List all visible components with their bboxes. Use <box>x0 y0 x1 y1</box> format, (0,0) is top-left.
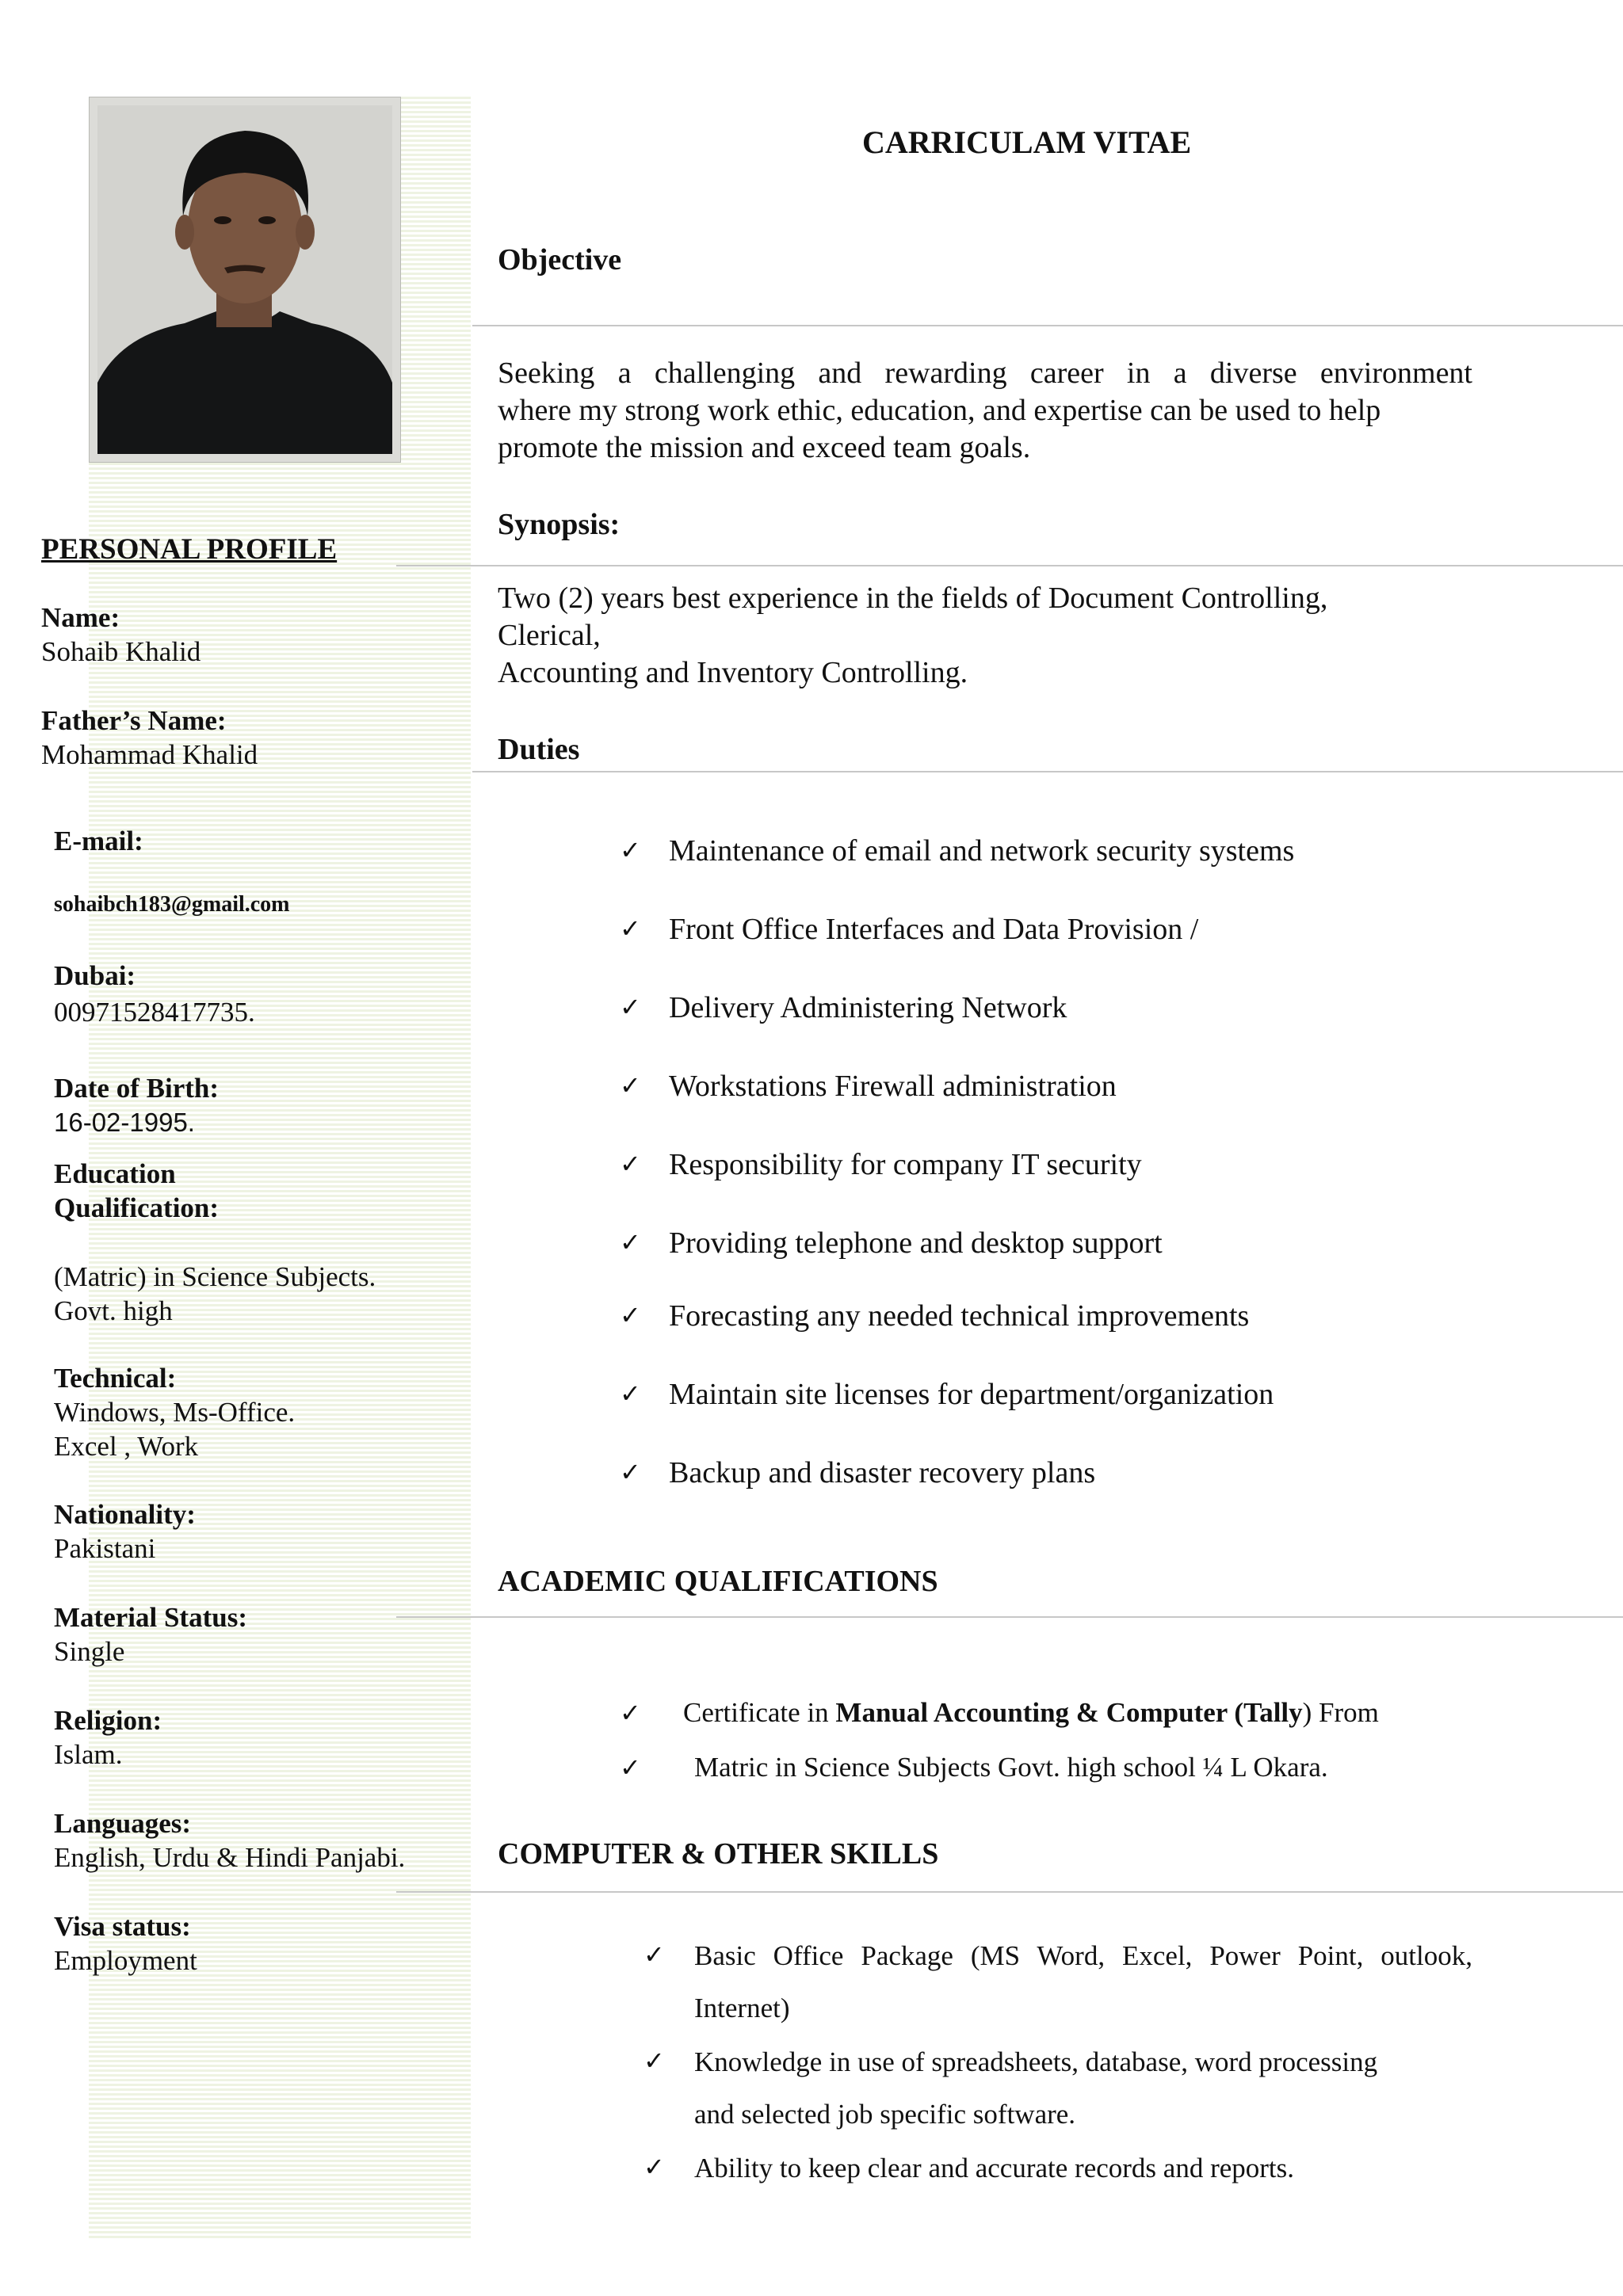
personal-profile-heading: PERSONAL PROFILE <box>41 533 338 566</box>
list-item: ✓ Certificate in Manual Accounting & Computer (Tally) From <box>620 1697 1379 1728</box>
divider <box>396 1891 1623 1893</box>
education-field: Education Qualification: (Matric) in Science Subjects. Govt. high <box>54 1158 376 1326</box>
dob-label: Date of Birth: <box>54 1073 220 1104</box>
email-value: sohaibch183@gmail.com <box>54 892 290 917</box>
checkmark-icon: ✓ <box>620 1070 641 1100</box>
list-item: ✓ Workstations Firewall administration <box>620 1070 1117 1103</box>
divider <box>396 1616 1623 1618</box>
marital-status-field: Material Status: Single <box>54 1602 247 1667</box>
skills-heading: COMPUTER & OTHER SKILLS <box>498 1837 939 1871</box>
father-name-field: Father’s Name: Mohammad Khalid <box>41 705 258 770</box>
visa-status-field: Visa status: Employment <box>54 1911 197 1976</box>
list-item: ✓ Delivery Administering Network <box>620 991 1067 1024</box>
list-item: ✓ Maintenance of email and network security systems <box>620 834 1295 868</box>
checkmark-icon: ✓ <box>620 1379 641 1409</box>
checkmark-icon: ✓ <box>620 1300 641 1330</box>
list-item: ✓ Front Office Interfaces and Data Provision / <box>620 913 1199 946</box>
synopsis-heading: Synopsis: <box>498 508 621 541</box>
checkmark-icon: ✓ <box>620 835 641 865</box>
checkmark-icon: ✓ <box>620 1227 641 1257</box>
dubai-label: Dubai: <box>54 960 136 991</box>
page-title: CARRICULAM VITAE <box>862 124 1192 160</box>
list-item: ✓ Responsibility for company IT security <box>620 1148 1142 1181</box>
checkmark-icon: ✓ <box>620 1698 641 1728</box>
name-field: Name: Sohaib Khalid <box>41 602 201 667</box>
person-portrait-icon <box>90 97 400 462</box>
list-item: ✓ Providing telephone and desktop support <box>620 1226 1163 1260</box>
checkmark-icon: ✓ <box>620 1149 641 1179</box>
list-item: ✓ Backup and disaster recovery plans <box>620 1456 1096 1489</box>
dubai-phone: 00971528417735. <box>54 997 255 1028</box>
religion-field: Religion: Islam. <box>54 1705 162 1770</box>
checkmark-icon: ✓ <box>620 992 641 1022</box>
checkmark-icon: ✓ <box>643 2046 665 2076</box>
checkmark-icon: ✓ <box>620 1753 641 1783</box>
divider <box>472 771 1623 772</box>
checkmark-icon: ✓ <box>620 1457 641 1487</box>
profile-photo <box>89 97 401 463</box>
list-item: ✓ Matric in Science Subjects Govt. high school ¼ L Okara. <box>620 1752 1328 1783</box>
academic-heading: ACADEMIC QUALIFICATIONS <box>498 1565 938 1598</box>
synopsis-text: Two (2) years best experience in the fields of Document Controlling, Clerical, Accounting and Inventory Controlling. <box>498 582 1328 689</box>
checkmark-icon: ✓ <box>620 913 641 944</box>
languages-field: Languages: English, Urdu & Hindi Panjabi. <box>54 1808 406 1873</box>
divider <box>396 565 1623 566</box>
checkmark-icon: ✓ <box>643 1939 665 1970</box>
objective-text: Seeking a challenging and rewarding career in a diverse environment where my strong work ethic, education, and expertise can be used to help promote the mission and exceed team goals. <box>498 357 1472 464</box>
list-item: ✓ Forecasting any needed technical improvements <box>620 1299 1250 1333</box>
duties-heading: Duties <box>498 733 580 766</box>
dob-value: 16-02-1995. <box>54 1108 195 1137</box>
email-label: E-mail: <box>54 826 143 856</box>
divider <box>472 325 1623 326</box>
list-item: ✓ Maintain site licenses for department/organization <box>620 1378 1274 1411</box>
technical-field: Technical: Windows, Ms-Office. Excel , Work <box>54 1363 296 1462</box>
checkmark-icon: ✓ <box>643 2152 665 2182</box>
nationality-field: Nationality: Pakistani <box>54 1499 196 1564</box>
objective-heading: Objective <box>498 243 622 277</box>
